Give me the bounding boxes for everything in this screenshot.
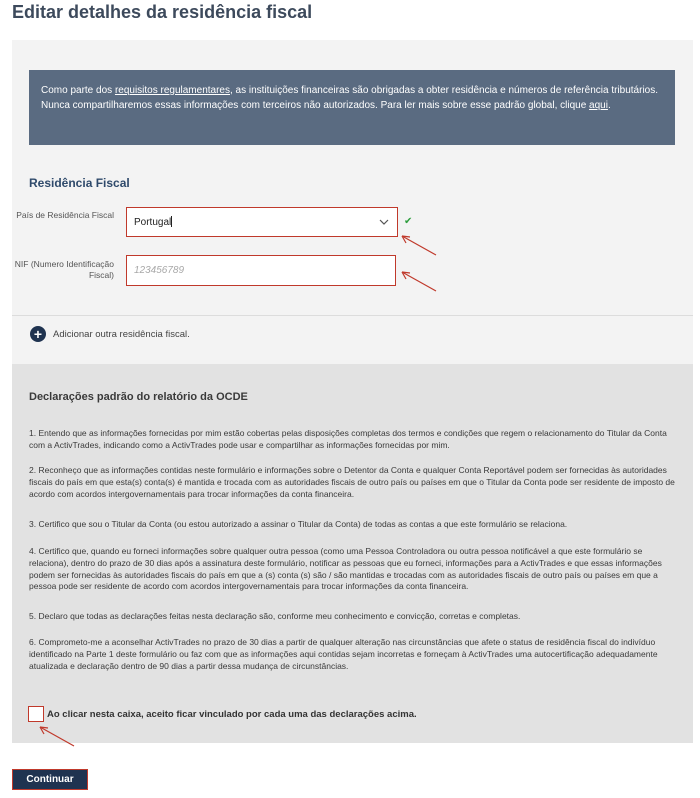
declaration-3: 3. Certifico que sou o Titular da Conta (ou estou autorizado a assinar o Titular da Conta) de todas as contas a que este formulário se relaciona. xyxy=(29,519,568,529)
info-text-before: Como parte dos xyxy=(41,85,115,96)
add-tax-residence-button[interactable] xyxy=(30,326,190,342)
declaration-1: 1. Entendo que as informações fornecidas por mim estão cobertas pelas disposições completas dos termos e condições que regem o relacionamento do Titular da Conta com a ActivTrades, indicando como a ActivTrades pode usar e compartilhar as informações fornecidas por mim. xyxy=(29,428,667,450)
page-title: Editar detalhes da residência fiscal xyxy=(12,2,313,22)
declaration-5: 5. Declaro que todas as declarações feitas nesta declaração são, conforme meu conhecimento e convicção, corretas e completas. xyxy=(29,611,521,621)
declaration-4: 4. Certifico que, quando eu forneci informações sobre qualquer outra pessoa (como uma Pessoa Controladora ou outra pessoa notificável a que este formulário se relaciona), dentro do prazo de 30 dias após a assinatura deste formulário, notificar as pessoas que eu forneci, informações para a ActivTrades e que essas informações podem ser fornecidas às autoridades fiscais do país em que a (s) conta (s) são / são mantidas e trocadas com as autoridades fiscais de outro país ou países em que a pessoa pode ser residente de acordo com acordos intergovernamentais para trocar informações da conta financeira. xyxy=(29,546,662,592)
check-icon: ✔ xyxy=(404,216,413,227)
country-value: Portugal xyxy=(134,217,172,228)
arrow-annotation-icon xyxy=(36,723,78,749)
agree-checkbox[interactable] xyxy=(28,706,44,722)
continue-button[interactable]: Continuar xyxy=(12,769,88,790)
oecd-title: Declarações padrão do relatório da OCDE xyxy=(29,391,248,403)
info-banner xyxy=(29,70,675,145)
form-panel xyxy=(12,40,693,743)
oecd-declarations xyxy=(12,364,693,743)
country-select[interactable] xyxy=(126,207,398,237)
info-text-after: . xyxy=(607,99,611,111)
arrow-annotation-icon xyxy=(398,268,440,294)
tax-residence-title: Residência Fiscal xyxy=(29,176,130,190)
arrow-annotation-icon xyxy=(398,232,440,258)
info-text-middle: , as instituições financeiras são obrigadas a obter residência e números de referência tributários. Nunca compartilharemos essas informações com terceiros não autorizados. Para ler mais sobre esse padrão global, clique xyxy=(41,85,659,111)
chevron-down-icon xyxy=(379,217,389,227)
agree-label: Ao clicar nesta caixa, aceito ficar vinculado por cada uma das declarações acima. xyxy=(47,709,417,720)
read-more-link[interactable]: aqui xyxy=(589,99,608,111)
plus-circle-icon: + xyxy=(30,326,46,342)
country-label: País de Residência Fiscal xyxy=(16,210,114,220)
divider xyxy=(12,315,693,316)
declaration-6: 6. Comprometo-me a aconselhar ActivTrades no prazo de 30 dias a partir de qualquer alteração nas circunstâncias que afete o status de residência fiscal do indivíduo identificado na Parte 1 deste formulário ou faz com que as informações aqui contidas sejam incorretas e forneçam à ActivTrades uma autocertificação adequadamente atualizada e declaração dentro de 90 dias a partir dessa mudança de circunstâncias. xyxy=(29,637,658,671)
nif-input[interactable] xyxy=(126,255,396,286)
regulatory-requirements-link[interactable]: requisitos regulamentares xyxy=(114,85,230,96)
nif-label: NIF (Numero Identificação Fiscal) xyxy=(14,259,114,280)
text-cursor xyxy=(171,216,172,227)
add-tax-residence-label: Adicionar outra residência fiscal. xyxy=(53,328,190,340)
declaration-2: 2. Reconheço que as informações contidas neste formulário e informações sobre o Detentor da Conta e qualquer Conta Reportável podem ser fornecidas às autoridades fiscais do país em que esta(s) conta(s) é mantida e trocada com as autoridades fiscais de outro país ou países em que o Titular da Conta pode ser residente de imposto de acordo com acordos intergovernamentais para trocar informações da conta financeira. xyxy=(29,465,675,499)
